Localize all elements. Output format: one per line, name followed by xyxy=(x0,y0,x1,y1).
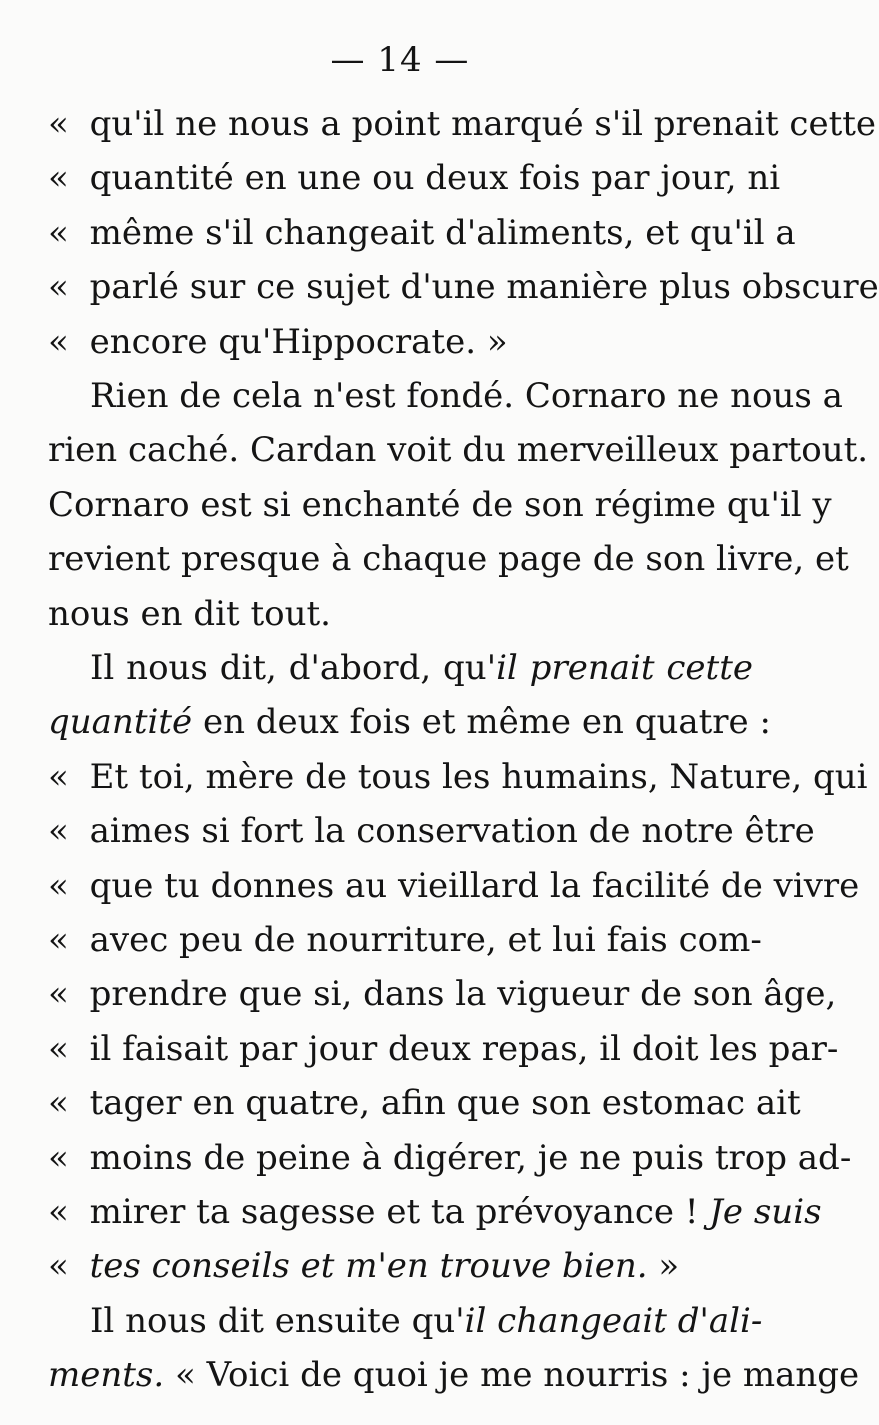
text-segment: même s'il changeait d'aliments, et qu'il a xyxy=(89,212,796,253)
text-line xyxy=(48,104,877,148)
quote-mark: « xyxy=(48,104,80,144)
text-line xyxy=(48,1137,852,1182)
quote-mark: « xyxy=(48,974,80,1015)
quote-mark: « xyxy=(48,158,80,199)
text-segment: aimes si fort la conservation de notre être xyxy=(89,811,815,852)
text-line xyxy=(48,430,869,474)
text-line xyxy=(48,756,868,801)
text-line xyxy=(48,1246,753,1290)
italic-text: Je suis xyxy=(709,1192,822,1232)
text-line xyxy=(90,1300,763,1345)
quote-mark: « xyxy=(48,212,80,253)
quote-mark: « xyxy=(48,1083,80,1124)
quote-mark: « xyxy=(48,1192,80,1232)
text-segment: revient presque à chaque page de son livre, et xyxy=(48,539,849,580)
text-line xyxy=(48,267,879,311)
text-segment: Et toi, mère de tous les humains, Nature, qui xyxy=(89,756,868,797)
text-segment: nous en dit tout. xyxy=(48,593,331,634)
text-line xyxy=(48,158,781,202)
text-segment: rien caché. Cardan voit du merveilleux partout. xyxy=(48,430,869,471)
text-segment: « Voici de quoi je me nourris : je mange xyxy=(164,1355,860,1396)
text-line xyxy=(48,811,815,855)
quote-mark: « xyxy=(48,920,80,960)
text-segment: avec peu de nourriture, et lui fais com- xyxy=(89,920,762,960)
italic-text: quantité xyxy=(48,702,193,743)
text-segment: encore qu'Hippocrate. » xyxy=(89,321,508,362)
text-line xyxy=(48,594,753,638)
text-segment: moins de peine à digérer, je ne puis trop ad- xyxy=(89,1137,852,1178)
quote-mark: « xyxy=(48,1137,80,1178)
text-segment: Il nous dit ensuite qu' xyxy=(90,1300,465,1341)
text-line xyxy=(48,865,860,910)
text-segment: Cornaro est si enchanté de son régime qu'il y xyxy=(48,484,832,525)
italic-text: il changeait d'ali- xyxy=(464,1300,763,1341)
text-segment: parlé sur ce sujet d'une manière plus obscure xyxy=(89,267,879,308)
text-segment: mirer ta sagesse et ta prévoyance ! xyxy=(89,1192,710,1232)
text-segment: il faisait par jour deux repas, il doit les par- xyxy=(89,1028,839,1069)
quote-mark: « xyxy=(48,756,80,797)
quote-mark: « xyxy=(48,1246,80,1287)
quote-mark: « xyxy=(48,865,80,906)
text-line xyxy=(48,1083,801,1127)
page-number: — 14 — xyxy=(330,40,470,80)
text-segment: quantité en une ou deux fois par jour, ni xyxy=(89,158,781,199)
text-segment: que tu donnes au vieillard la facilité de vivre xyxy=(89,865,860,906)
text-line xyxy=(48,212,796,257)
text-segment: tager en quatre, afin que son estomac ait xyxy=(89,1083,801,1124)
quote-mark: « xyxy=(48,321,80,362)
text-line xyxy=(48,1355,860,1399)
text-segment: Rien de cela n'est fondé. Cornaro ne nous a xyxy=(90,376,843,416)
italic-text: ments. xyxy=(48,1355,165,1396)
quote-mark: « xyxy=(48,1028,80,1069)
text-segment: » xyxy=(647,1246,680,1287)
text-line xyxy=(48,1028,839,1073)
quote-mark: « xyxy=(48,811,80,852)
text-line xyxy=(90,376,843,420)
text-line xyxy=(48,1192,822,1236)
text-line xyxy=(48,484,832,529)
text-line xyxy=(48,702,771,746)
italic-text: il prenait cette xyxy=(496,648,753,688)
text-line xyxy=(48,322,753,366)
text-line xyxy=(90,648,753,692)
text-line xyxy=(48,539,849,583)
italic-text: tes conseils et m'en trouve bien. xyxy=(89,1246,648,1287)
text-segment: en deux fois et même en quatre : xyxy=(192,702,771,743)
text-line xyxy=(48,920,762,964)
text-segment: qu'il ne nous a point marqué s'il prenait cette xyxy=(89,104,877,144)
text-segment: Il nous dit, d'abord, qu' xyxy=(90,648,497,688)
text-line xyxy=(48,974,837,1018)
text-segment: prendre que si, dans la vigueur de son âge, xyxy=(89,974,837,1015)
quote-mark: « xyxy=(48,267,80,308)
